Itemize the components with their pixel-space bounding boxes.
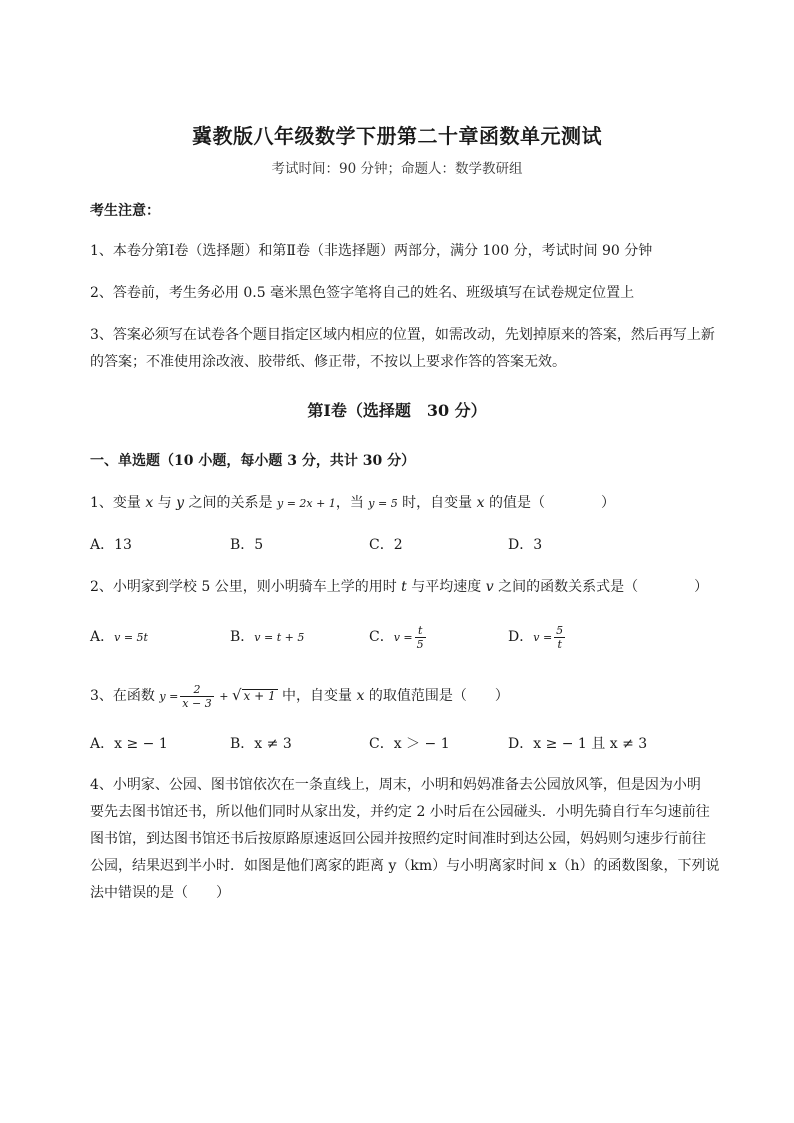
q1-option-a[interactable]: A．13	[90, 537, 132, 553]
q3-plus: +	[215, 690, 232, 703]
q2-option-a[interactable]	[90, 618, 148, 657]
q2-option-b-formula: v = t + 5	[254, 631, 305, 644]
section-title: 第Ⅰ卷（选择题 30 分）	[307, 401, 487, 420]
q1-option-d[interactable]: D．3	[508, 537, 543, 553]
q3-option-b[interactable]: B．x ≠ 3	[230, 736, 292, 752]
notice-item-2: 2、答卷前，考生务必用 0.5 毫米黑色签字笔将自己的姓名、班级填写在试卷规定位置上	[90, 285, 635, 301]
page-subtitle: 考试时间：90 分钟；命题人：数学教研组	[271, 161, 523, 177]
q2-text-a: 2、小明家到学校 5 公里，则小明骑车上学的用时	[90, 579, 402, 595]
q3-sqrt-content: x + 1	[243, 689, 276, 703]
q3-text-a: 3、在函数	[90, 688, 160, 704]
q3-fraction-denominator: x − 3	[182, 696, 212, 710]
q2-option-d[interactable]	[508, 618, 567, 657]
q3-fraction-numerator: 2	[180, 683, 213, 697]
q2-text-b: 与平均速度	[406, 579, 486, 595]
q2-option-c-numerator: t	[415, 624, 426, 638]
q2-option-b[interactable]	[230, 618, 304, 657]
question-4-line-1: 4、小明家、公园、图书馆依次在一条直线上，周末，小明和妈妈准备去公园放风筝，但是因为小明	[90, 777, 701, 793]
q3-option-c[interactable]: C．x ＞ − 1	[369, 736, 450, 752]
q2-option-d-denominator: t	[557, 637, 562, 651]
q2-option-d-label: D．	[508, 629, 534, 645]
q3-option-a[interactable]: A．x ≥ − 1	[90, 736, 168, 752]
page-title: 冀教版八年级数学下册第二十章函数单元测试	[192, 124, 602, 148]
q1-text-prefix: 1、变量	[90, 495, 146, 511]
q1-text-mid3: ，当	[335, 495, 369, 511]
q2-option-d-numerator: 5	[556, 623, 564, 637]
q3-text-c: 的取值范围是（ ）	[364, 688, 509, 704]
q1-var-x: x	[145, 495, 154, 511]
q2-option-c-denominator: 5	[416, 637, 424, 651]
q1-var-y: y	[176, 495, 185, 511]
q1-text-end: 的值是（ ）	[484, 495, 615, 511]
sqrt-icon: √	[231, 686, 242, 704]
question-4-line-3: 图书馆，到达图书馆还书后按原路原速返回公园并按照约定时间准时到达公园，妈妈则匀速步行前往	[90, 831, 706, 847]
question-3	[90, 678, 710, 714]
q1-option-b[interactable]: B．5	[230, 537, 264, 553]
question-4-line-4: 公园，结果迟到半小时．如图是他们离家的距离 y（km）与小明离家时间 x（h）的函数图象，下列说	[90, 858, 720, 874]
q1-var-x2: x	[476, 495, 485, 511]
q3-fraction	[180, 683, 213, 710]
q1-text-mid2: 之间的关系是	[184, 495, 277, 511]
q3-lhs: y =	[159, 690, 179, 703]
q2-text-c: 之间的函数关系式是（ ）	[493, 579, 709, 595]
question-2	[90, 574, 710, 601]
notice-item-3-line-2: 的答案；不准使用涂改液、胶带纸、修正带，不按以上要求作答的答案无效。	[90, 354, 566, 370]
q1-condition: y = 5	[368, 497, 398, 510]
q1-option-c[interactable]: C．2	[369, 537, 403, 553]
q3-option-d[interactable]: D．x ≥ − 1 且 x ≠ 3	[508, 736, 648, 752]
notice-heading: 考生注意：	[90, 203, 160, 219]
q2-option-c-fraction	[415, 624, 426, 651]
question-4-line-2: 要先去图书馆还书，所以他们同时从家出发，并约定 2 小时后在公园碰头．小明先骑自行车匀速前往	[90, 804, 710, 820]
notice-item-1: 1、本卷分第Ⅰ卷（选择题）和第Ⅱ卷（非选择题）两部分，满分 100 分，考试时间 90 分钟	[90, 243, 653, 259]
q2-option-a-label: A．	[90, 629, 115, 645]
part-title: 一、单选题（10 小题，每小题 3 分，共计 30 分）	[90, 453, 416, 469]
q1-formula: y = 2x + 1	[277, 497, 336, 510]
q2-option-c[interactable]	[369, 618, 428, 657]
q2-option-d-fraction	[554, 624, 565, 651]
q2-option-b-label: B．	[230, 629, 255, 645]
question-4-line-5: 法中错误的是（ ）	[90, 885, 230, 901]
q1-text-mid1: 与	[153, 495, 177, 511]
q3-text-b: 中，自变量	[277, 688, 357, 704]
q3-var-x: x	[356, 688, 365, 704]
q2-option-d-lhs: v =	[533, 631, 553, 644]
question-1	[90, 490, 710, 517]
q2-var-v: v	[485, 579, 494, 595]
q2-option-c-lhs: v =	[393, 631, 413, 644]
q2-option-c-label: C．	[369, 629, 394, 645]
q2-option-a-formula: v = 5t	[114, 631, 148, 644]
q1-text-suffix: 时，自变量	[397, 495, 477, 511]
notice-item-3-line-1: 3、答案必须写在试卷各个题目指定区域内相应的位置，如需改动，先划掉原来的答案，然后再写上新	[90, 327, 715, 343]
q2-var-t: t	[401, 579, 407, 595]
